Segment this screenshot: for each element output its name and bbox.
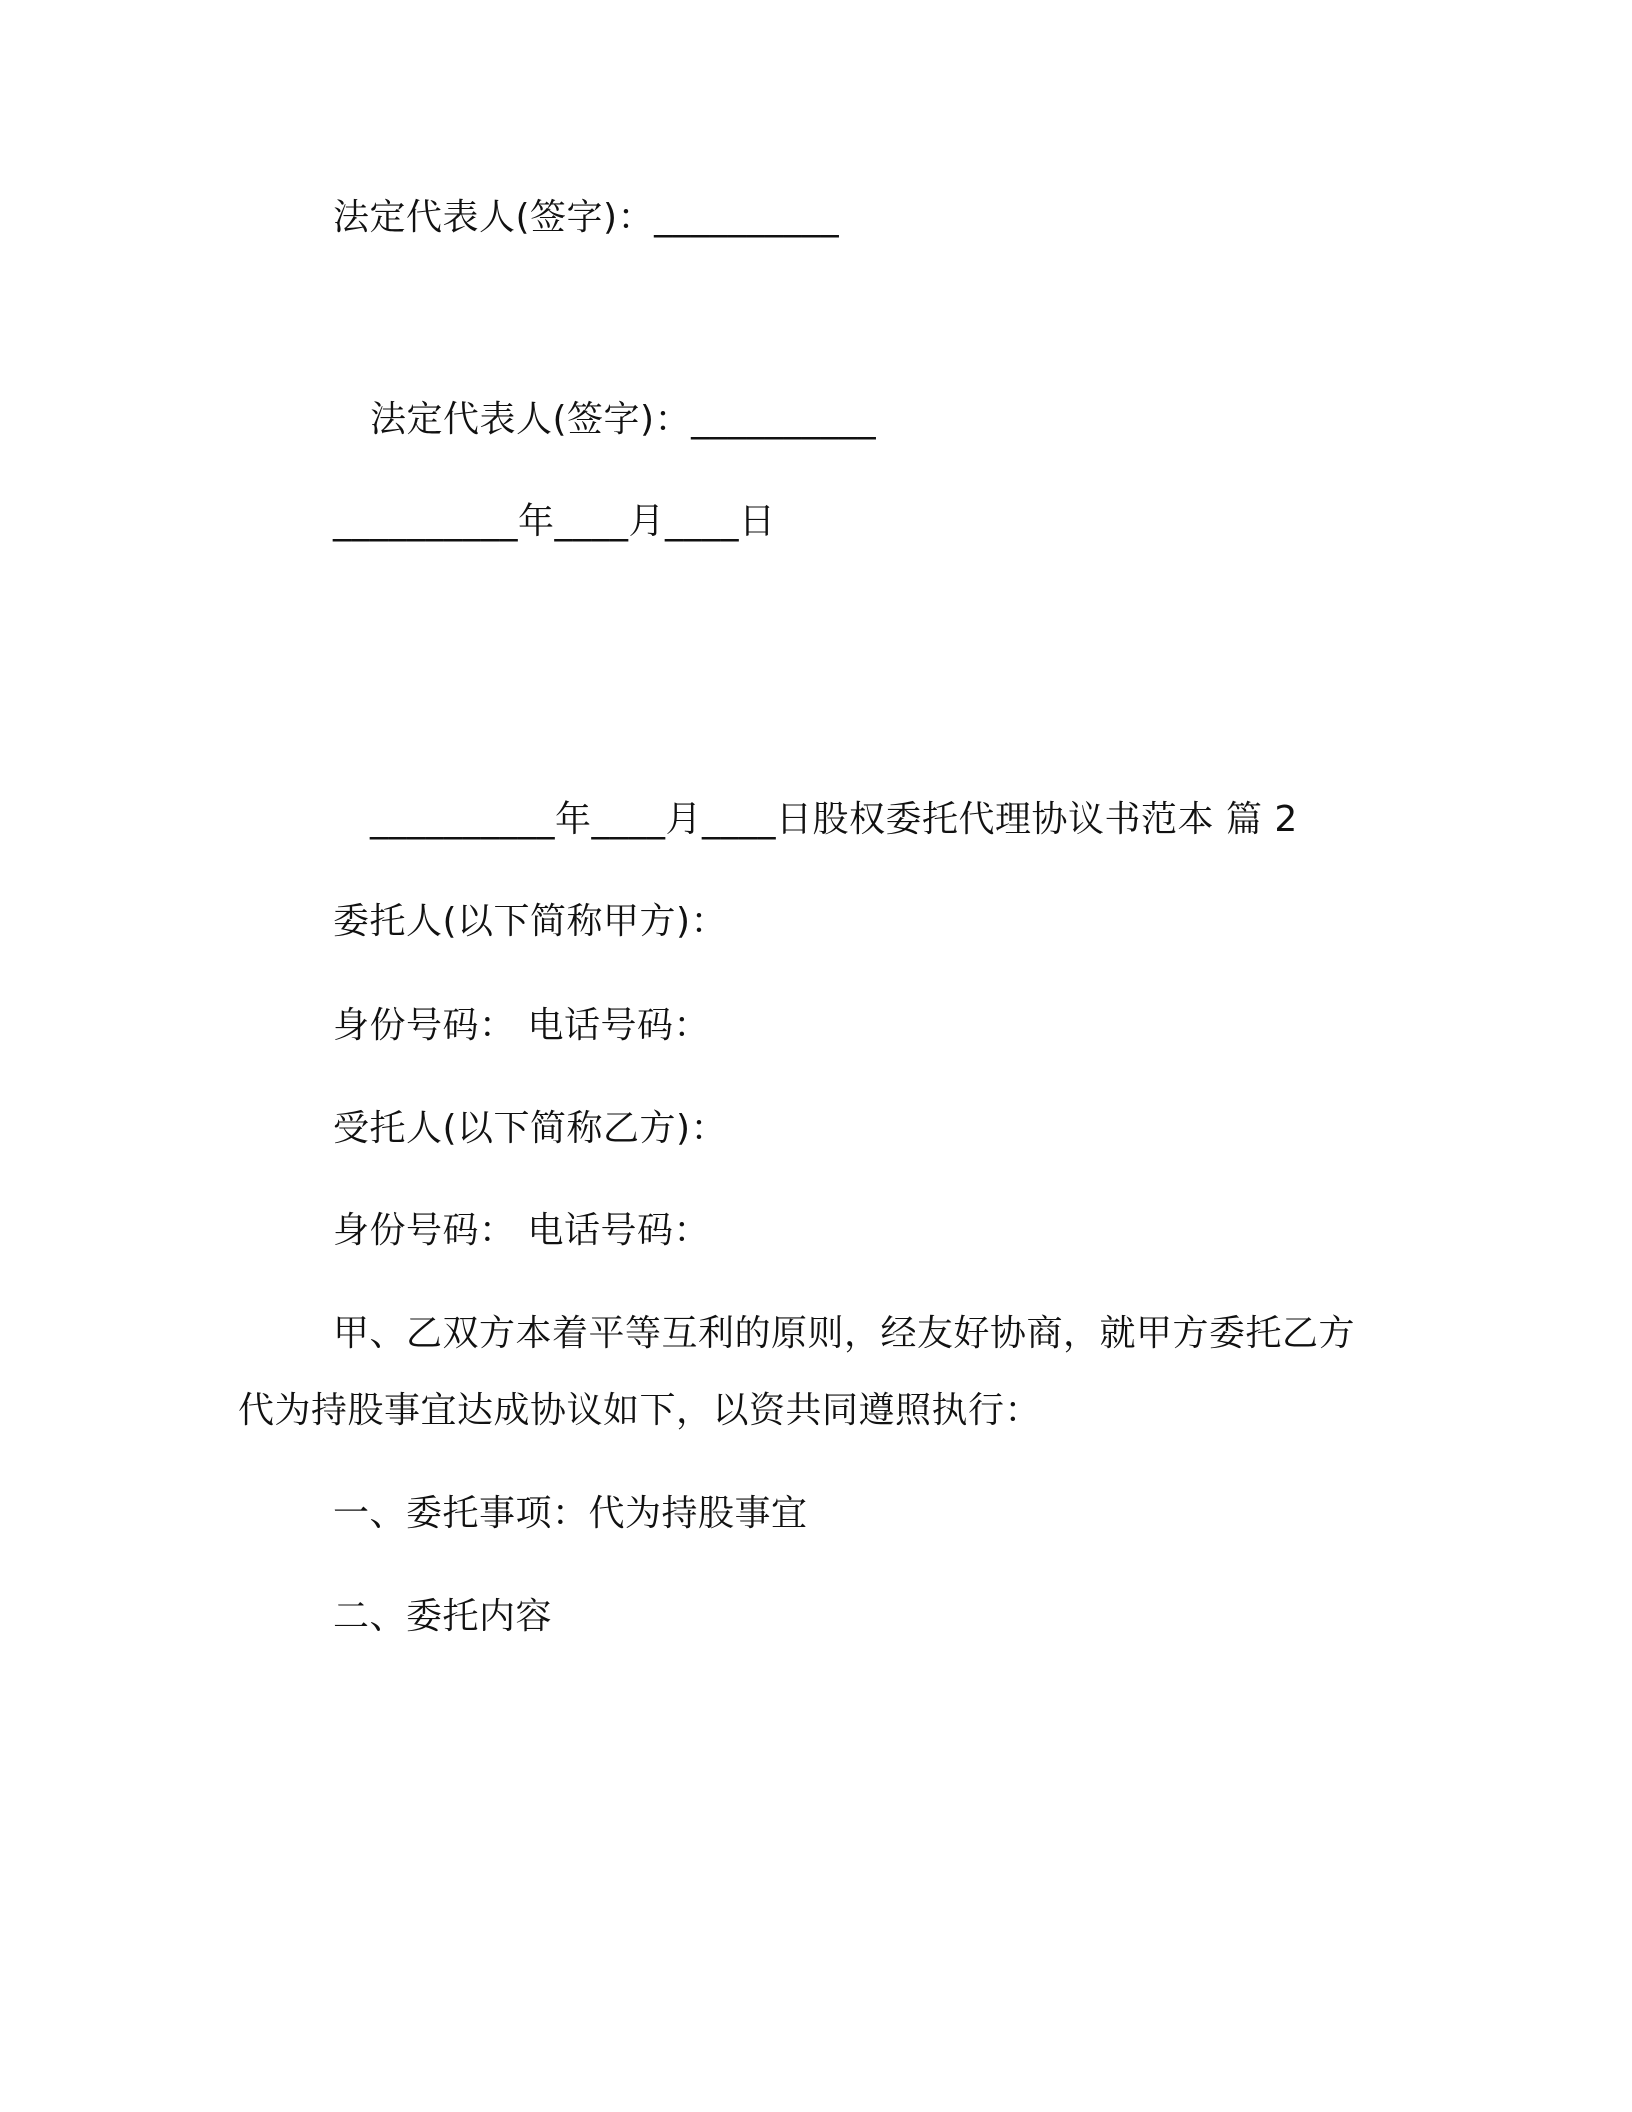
principal-id-phone: 身份号码： 电话号码：: [333, 1005, 710, 1046]
legal-rep-signature-2: 法定代表人(签字)：__________: [370, 399, 877, 440]
intro-paragraph-line-1: 甲、乙双方本着平等互利的原则，经友好协商，就甲方委托乙方: [333, 1313, 1356, 1354]
intro-paragraph-line-2: 代为持股事宜达成协议如下，以资共同遵照执行：: [238, 1390, 1042, 1431]
clause-1: 一、委托事项：代为持股事宜: [333, 1493, 808, 1534]
agent-id-phone: 身份号码： 电话号码：: [333, 1210, 710, 1251]
signature-date: __________年____月____日: [333, 501, 776, 542]
agent-line: 受托人(以下简称乙方)：: [333, 1108, 728, 1149]
section-title: __________年____月____日股权委托代理协议书范本 篇 2: [370, 799, 1298, 840]
clause-2: 二、委托内容: [333, 1596, 553, 1637]
legal-rep-signature-1: 法定代表人(签字)：__________: [333, 197, 840, 238]
principal-line: 委托人(以下简称甲方)：: [333, 901, 728, 942]
